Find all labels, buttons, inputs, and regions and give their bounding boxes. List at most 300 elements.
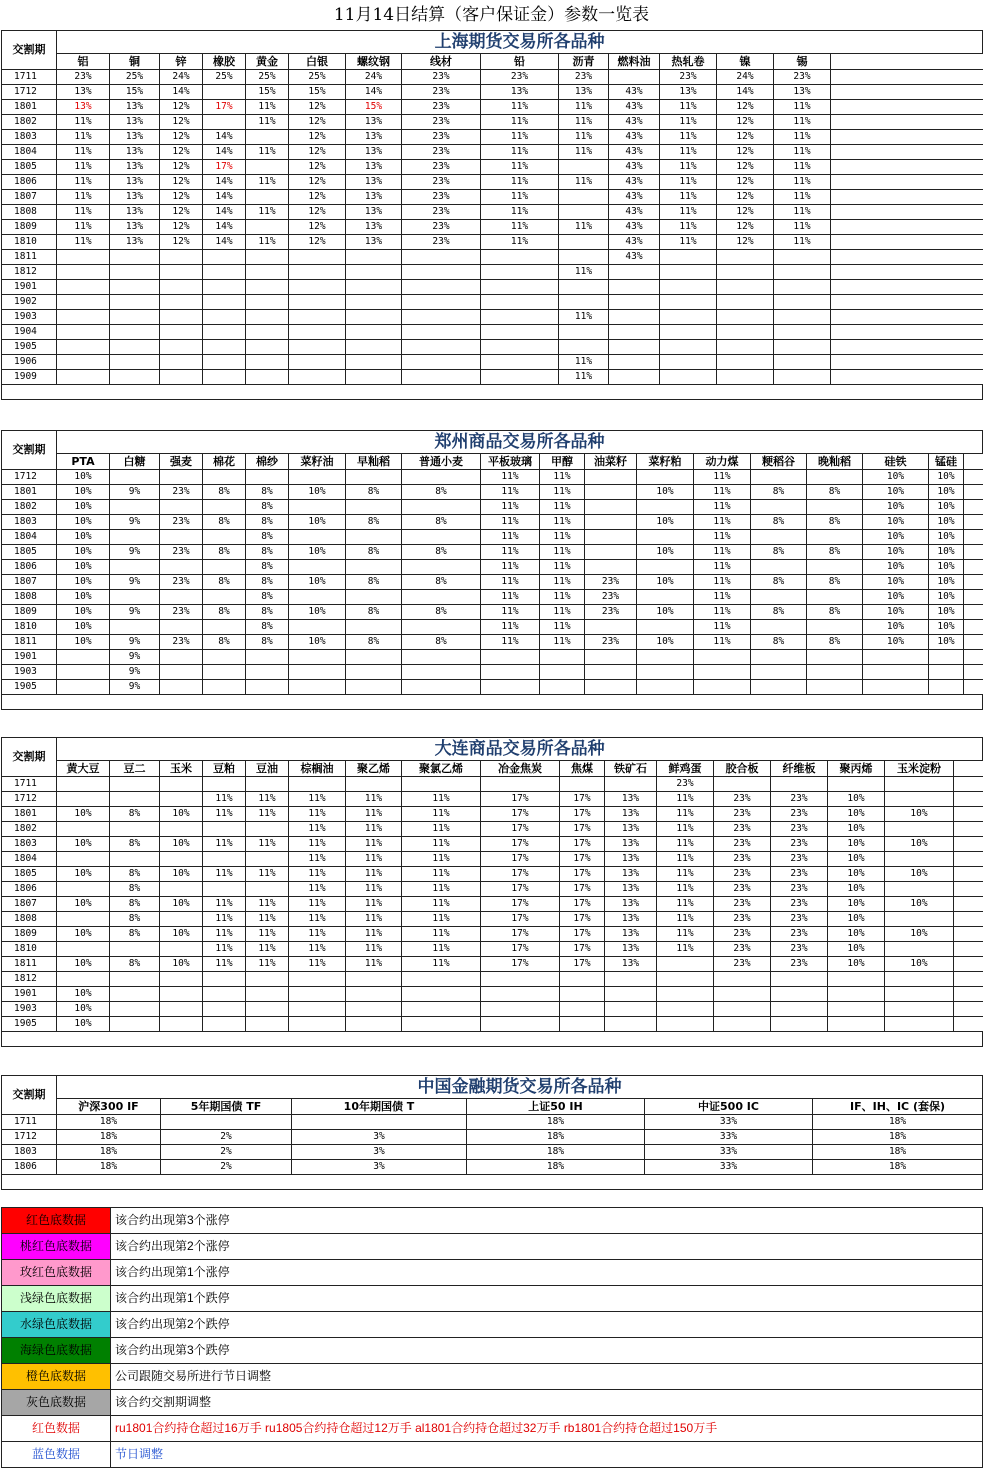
margin-rate-cell: 11% bbox=[540, 560, 585, 575]
margin-rate-cell: 11% bbox=[402, 792, 481, 807]
margin-rate-cell: 9% bbox=[110, 545, 160, 560]
row-spacer bbox=[964, 620, 983, 635]
margin-rate-cell bbox=[402, 777, 481, 792]
legend-swatch-label: 桃红色底数据 bbox=[2, 1234, 111, 1260]
margin-rate-cell: 23% bbox=[714, 837, 771, 852]
margin-rate-cell: 18% bbox=[467, 1145, 645, 1160]
margin-rate-cell bbox=[57, 912, 110, 927]
legend-description: 该合约出现第3个跌停 bbox=[111, 1338, 983, 1364]
margin-rate-cell: 17% bbox=[560, 792, 605, 807]
section-spacer-row bbox=[2, 695, 983, 710]
delivery-period: 1801 bbox=[2, 807, 57, 822]
margin-rate-cell: 12% bbox=[289, 175, 346, 190]
margin-rate-cell: 11% bbox=[559, 370, 609, 385]
margin-rate-cell: 11% bbox=[774, 160, 831, 175]
margin-rate-cell: 11% bbox=[203, 927, 246, 942]
margin-rate-cell bbox=[637, 470, 694, 485]
margin-rate-cell: 10% bbox=[160, 867, 203, 882]
margin-rate-cell: 13% bbox=[605, 942, 657, 957]
margin-rate-cell: 23% bbox=[402, 220, 481, 235]
margin-rate-cell: 12% bbox=[160, 205, 203, 220]
margin-rate-cell: 12% bbox=[160, 115, 203, 130]
margin-rate-cell: 13% bbox=[346, 160, 402, 175]
margin-rate-cell: 10% bbox=[57, 560, 110, 575]
table-row bbox=[2, 1145, 983, 1160]
table-row bbox=[2, 280, 983, 295]
margin-rate-cell: 17% bbox=[203, 160, 246, 175]
margin-rate-cell bbox=[110, 560, 160, 575]
margin-rate-cell bbox=[346, 265, 402, 280]
margin-rate-cell: 10% bbox=[160, 807, 203, 822]
margin-rate-cell bbox=[110, 852, 160, 867]
margin-rate-cell: 11% bbox=[657, 792, 714, 807]
margin-rate-cell bbox=[807, 620, 863, 635]
margin-rate-cell: 11% bbox=[657, 942, 714, 957]
margin-rate-cell: 11% bbox=[246, 205, 289, 220]
margin-rate-cell: 23% bbox=[160, 515, 203, 530]
margin-rate-cell: 11% bbox=[57, 175, 110, 190]
margin-rate-cell: 11% bbox=[540, 515, 585, 530]
margin-rate-cell: 25% bbox=[203, 70, 246, 85]
margin-rate-cell: 11% bbox=[660, 220, 717, 235]
margin-rate-cell: 10% bbox=[828, 927, 885, 942]
margin-rate-cell: 11% bbox=[289, 882, 346, 897]
margin-rate-cell bbox=[346, 665, 402, 680]
margin-rate-cell: 11% bbox=[289, 852, 346, 867]
margin-rate-cell: 10% bbox=[57, 485, 110, 500]
margin-rate-cell: 11% bbox=[694, 530, 751, 545]
margin-rate-cell bbox=[160, 882, 203, 897]
margin-rate-cell bbox=[605, 777, 657, 792]
margin-rate-cell: 10% bbox=[57, 620, 110, 635]
margin-rate-cell: 11% bbox=[540, 530, 585, 545]
margin-rate-cell bbox=[289, 987, 346, 1002]
margin-rate-cell: 13% bbox=[605, 807, 657, 822]
table-row bbox=[2, 370, 983, 385]
margin-rate-cell: 23% bbox=[402, 190, 481, 205]
margin-rate-cell: 11% bbox=[657, 822, 714, 837]
legend-swatch-label: 水绿色底数据 bbox=[2, 1312, 111, 1338]
margin-rate-cell bbox=[807, 665, 863, 680]
margin-rate-cell: 23% bbox=[771, 792, 828, 807]
table-row bbox=[2, 175, 983, 190]
margin-rate-cell: 11% bbox=[540, 620, 585, 635]
delivery-period: 1809 bbox=[2, 605, 57, 620]
delivery-period: 1802 bbox=[2, 822, 57, 837]
margin-rate-cell: 11% bbox=[660, 145, 717, 160]
margin-rate-cell bbox=[110, 340, 160, 355]
table-row bbox=[2, 560, 983, 575]
margin-rate-cell: 11% bbox=[481, 635, 540, 650]
margin-rate-cell: 11% bbox=[774, 145, 831, 160]
delivery-period: 1810 bbox=[2, 620, 57, 635]
margin-rate-cell: 17% bbox=[481, 807, 560, 822]
table-row bbox=[2, 115, 983, 130]
margin-rate-cell bbox=[559, 250, 609, 265]
margin-rate-cell bbox=[605, 972, 657, 987]
margin-rate-cell: 23% bbox=[771, 882, 828, 897]
margin-rate-cell bbox=[160, 370, 203, 385]
margin-rate-cell bbox=[346, 295, 402, 310]
margin-rate-cell: 10% bbox=[863, 575, 929, 590]
row-spacer bbox=[954, 912, 983, 927]
column-header-15: 晚籼稻 bbox=[807, 454, 863, 470]
margin-rate-cell: 11% bbox=[694, 515, 751, 530]
row-spacer bbox=[964, 515, 983, 530]
row-spacer bbox=[964, 470, 983, 485]
margin-rate-cell: 23% bbox=[585, 605, 637, 620]
margin-rate-cell bbox=[609, 325, 660, 340]
row-spacer bbox=[831, 325, 983, 340]
margin-rate-cell: 23% bbox=[160, 545, 203, 560]
margin-rate-cell bbox=[346, 1017, 402, 1032]
margin-rate-cell: 23% bbox=[160, 635, 203, 650]
table-row bbox=[2, 912, 983, 927]
column-header-4: 橡胶 bbox=[203, 54, 246, 70]
margin-rate-cell: 10% bbox=[828, 837, 885, 852]
margin-rate-cell bbox=[110, 530, 160, 545]
margin-rate-cell: 10% bbox=[57, 957, 110, 972]
margin-rate-cell: 12% bbox=[289, 205, 346, 220]
row-spacer bbox=[831, 370, 983, 385]
delivery-period: 1904 bbox=[2, 325, 57, 340]
margin-rate-cell: 10% bbox=[160, 927, 203, 942]
margin-rate-cell: 12% bbox=[289, 145, 346, 160]
margin-rate-cell: 12% bbox=[160, 235, 203, 250]
margin-rate-cell: 18% bbox=[813, 1130, 983, 1145]
margin-rate-cell: 11% bbox=[246, 115, 289, 130]
margin-rate-cell bbox=[160, 852, 203, 867]
margin-rate-cell: 10% bbox=[929, 605, 964, 620]
margin-rate-cell: 11% bbox=[289, 822, 346, 837]
margin-rate-cell bbox=[57, 680, 110, 695]
table-row bbox=[2, 605, 983, 620]
margin-rate-cell bbox=[774, 340, 831, 355]
margin-rate-cell: 8% bbox=[402, 545, 481, 560]
exchange-title: 大连商品交易所各品种 bbox=[57, 738, 983, 761]
margin-rate-cell: 13% bbox=[57, 85, 110, 100]
column-header-8: 聚氯乙烯 bbox=[402, 761, 481, 777]
column-header-14: 粳稻谷 bbox=[751, 454, 807, 470]
margin-rate-cell bbox=[203, 310, 246, 325]
margin-rate-cell bbox=[774, 370, 831, 385]
margin-rate-cell: 23% bbox=[160, 605, 203, 620]
margin-rate-cell: 43% bbox=[609, 130, 660, 145]
margin-rate-cell: 23% bbox=[714, 807, 771, 822]
margin-rate-cell: 8% bbox=[110, 807, 160, 822]
margin-rate-cell bbox=[289, 590, 346, 605]
margin-rate-cell bbox=[863, 680, 929, 695]
margin-rate-cell bbox=[57, 370, 110, 385]
table-row bbox=[2, 867, 983, 882]
margin-rate-cell: 23% bbox=[660, 70, 717, 85]
margin-rate-cell: 3% bbox=[292, 1160, 467, 1175]
margin-rate-cell: 23% bbox=[771, 957, 828, 972]
margin-rate-cell: 11% bbox=[481, 500, 540, 515]
legend-description: 该合约交割期调整 bbox=[111, 1390, 983, 1416]
delivery-period: 1905 bbox=[2, 340, 57, 355]
margin-rate-cell bbox=[559, 205, 609, 220]
column-header-10: 沥青 bbox=[559, 54, 609, 70]
margin-rate-cell bbox=[885, 822, 954, 837]
margin-rate-cell: 11% bbox=[289, 912, 346, 927]
column-header-14: 纤维板 bbox=[771, 761, 828, 777]
margin-rate-cell: 8% bbox=[346, 575, 402, 590]
margin-rate-cell bbox=[346, 650, 402, 665]
margin-rate-cell: 11% bbox=[203, 792, 246, 807]
margin-rate-cell bbox=[774, 310, 831, 325]
margin-rate-cell bbox=[481, 280, 559, 295]
column-header-3: 10年期国债 T bbox=[292, 1099, 467, 1115]
margin-rate-cell bbox=[481, 680, 540, 695]
margin-rate-cell bbox=[110, 325, 160, 340]
margin-rate-cell bbox=[110, 987, 160, 1002]
margin-rate-cell: 23% bbox=[774, 70, 831, 85]
margin-rate-cell: 13% bbox=[605, 837, 657, 852]
margin-rate-cell: 8% bbox=[246, 530, 289, 545]
column-header-9: 铅 bbox=[481, 54, 559, 70]
margin-rate-cell: 13% bbox=[605, 957, 657, 972]
margin-rate-cell: 10% bbox=[160, 837, 203, 852]
margin-rate-cell: 8% bbox=[203, 575, 246, 590]
margin-rate-cell bbox=[481, 1002, 560, 1017]
margin-rate-cell: 8% bbox=[246, 605, 289, 620]
margin-rate-cell bbox=[402, 295, 481, 310]
margin-rate-cell: 11% bbox=[774, 220, 831, 235]
margin-rate-cell bbox=[57, 295, 110, 310]
margin-rate-cell bbox=[585, 680, 637, 695]
margin-rate-cell bbox=[346, 777, 402, 792]
margin-rate-cell bbox=[246, 250, 289, 265]
margin-rate-cell: 11% bbox=[289, 837, 346, 852]
delivery-period: 1711 bbox=[2, 777, 57, 792]
margin-rate-cell: 23% bbox=[402, 205, 481, 220]
margin-rate-cell bbox=[346, 680, 402, 695]
table-row bbox=[2, 310, 983, 325]
margin-rate-cell: 23% bbox=[402, 115, 481, 130]
margin-rate-cell bbox=[717, 340, 774, 355]
legend-description: 公司跟随交易所进行节日调整 bbox=[111, 1364, 983, 1390]
margin-rate-cell: 14% bbox=[203, 130, 246, 145]
delivery-period: 1902 bbox=[2, 295, 57, 310]
margin-rate-cell: 23% bbox=[402, 130, 481, 145]
margin-rate-cell bbox=[585, 470, 637, 485]
delivery-period: 1901 bbox=[2, 280, 57, 295]
margin-rate-cell bbox=[559, 325, 609, 340]
exchange-title: 中国金融期货交易所各品种 bbox=[57, 1076, 983, 1099]
margin-rate-cell bbox=[246, 1002, 289, 1017]
margin-rate-cell bbox=[828, 972, 885, 987]
margin-rate-cell bbox=[246, 822, 289, 837]
margin-rate-cell: 11% bbox=[289, 867, 346, 882]
margin-rate-cell: 10% bbox=[637, 545, 694, 560]
row-spacer bbox=[964, 680, 983, 695]
margin-rate-cell bbox=[481, 355, 559, 370]
margin-rate-cell bbox=[660, 295, 717, 310]
delivery-period: 1807 bbox=[2, 190, 57, 205]
margin-rate-cell bbox=[289, 470, 346, 485]
margin-rate-cell: 13% bbox=[346, 145, 402, 160]
row-spacer bbox=[954, 1002, 983, 1017]
margin-rate-cell bbox=[657, 957, 714, 972]
margin-rate-cell: 11% bbox=[57, 220, 110, 235]
margin-rate-cell bbox=[246, 1017, 289, 1032]
margin-rate-cell: 9% bbox=[110, 680, 160, 695]
margin-rate-cell: 10% bbox=[57, 1002, 110, 1017]
margin-rate-cell: 23% bbox=[771, 897, 828, 912]
margin-rate-cell bbox=[203, 882, 246, 897]
margin-rate-cell: 11% bbox=[246, 897, 289, 912]
margin-rate-cell: 8% bbox=[246, 560, 289, 575]
margin-rate-cell bbox=[660, 370, 717, 385]
legend-description: 该合约出现第1个跌停 bbox=[111, 1286, 983, 1312]
margin-rate-cell: 11% bbox=[774, 130, 831, 145]
margin-rate-cell: 14% bbox=[203, 235, 246, 250]
margin-rate-cell bbox=[560, 1002, 605, 1017]
table-row bbox=[2, 160, 983, 175]
margin-rate-cell: 8% bbox=[110, 897, 160, 912]
margin-rate-cell: 11% bbox=[481, 115, 559, 130]
margin-rate-cell bbox=[585, 485, 637, 500]
column-header-2: 铜 bbox=[110, 54, 160, 70]
margin-rate-cell bbox=[402, 590, 481, 605]
table-row bbox=[2, 530, 983, 545]
margin-rate-cell: 12% bbox=[160, 220, 203, 235]
margin-rate-cell: 11% bbox=[246, 927, 289, 942]
margin-rate-cell bbox=[246, 972, 289, 987]
margin-rate-cell bbox=[481, 265, 559, 280]
column-spacer bbox=[964, 454, 983, 470]
margin-rate-cell: 11% bbox=[481, 145, 559, 160]
margin-rate-cell: 23% bbox=[771, 837, 828, 852]
margin-rate-cell: 10% bbox=[57, 605, 110, 620]
margin-rate-cell: 11% bbox=[540, 590, 585, 605]
margin-rate-cell bbox=[289, 665, 346, 680]
margin-rate-cell bbox=[160, 355, 203, 370]
margin-rate-cell bbox=[660, 250, 717, 265]
margin-rate-cell: 11% bbox=[402, 867, 481, 882]
margin-rate-cell: 13% bbox=[605, 852, 657, 867]
margin-rate-cell bbox=[160, 470, 203, 485]
margin-rate-cell: 11% bbox=[346, 882, 402, 897]
row-spacer bbox=[954, 942, 983, 957]
row-spacer bbox=[954, 897, 983, 912]
margin-rate-cell bbox=[57, 882, 110, 897]
margin-rate-cell bbox=[246, 680, 289, 695]
margin-rate-cell bbox=[609, 280, 660, 295]
delivery-period: 1803 bbox=[2, 1145, 57, 1160]
margin-rate-cell bbox=[660, 340, 717, 355]
margin-rate-cell: 11% bbox=[346, 912, 402, 927]
margin-rate-cell bbox=[657, 987, 714, 1002]
margin-rate-cell: 11% bbox=[289, 807, 346, 822]
margin-rate-cell bbox=[402, 265, 481, 280]
delivery-period: 1806 bbox=[2, 1160, 57, 1175]
margin-rate-cell: 8% bbox=[110, 837, 160, 852]
margin-rate-cell: 10% bbox=[57, 500, 110, 515]
margin-rate-cell bbox=[402, 325, 481, 340]
margin-rate-cell: 17% bbox=[560, 807, 605, 822]
margin-rate-cell: 11% bbox=[660, 130, 717, 145]
table-row bbox=[2, 70, 983, 85]
margin-rate-cell: 24% bbox=[717, 70, 774, 85]
margin-rate-cell bbox=[346, 325, 402, 340]
table-row bbox=[2, 1160, 983, 1175]
margin-rate-cell bbox=[807, 500, 863, 515]
margin-rate-cell: 2% bbox=[161, 1130, 292, 1145]
table-row bbox=[2, 590, 983, 605]
margin-rate-cell bbox=[160, 250, 203, 265]
delivery-period: 1810 bbox=[2, 942, 57, 957]
delivery-period: 1802 bbox=[2, 115, 57, 130]
margin-rate-cell bbox=[885, 777, 954, 792]
margin-rate-cell bbox=[110, 295, 160, 310]
delivery-period: 1803 bbox=[2, 837, 57, 852]
margin-rate-cell bbox=[203, 265, 246, 280]
margin-rate-cell: 10% bbox=[863, 635, 929, 650]
margin-rate-cell: 11% bbox=[246, 792, 289, 807]
margin-rate-cell: 10% bbox=[637, 635, 694, 650]
margin-rate-cell: 10% bbox=[828, 867, 885, 882]
margin-rate-cell: 8% bbox=[110, 867, 160, 882]
margin-rate-cell: 11% bbox=[481, 160, 559, 175]
table-row bbox=[2, 1130, 983, 1145]
margin-rate-cell bbox=[774, 355, 831, 370]
margin-rate-cell: 14% bbox=[717, 85, 774, 100]
margin-rate-cell: 8% bbox=[246, 485, 289, 500]
margin-rate-cell: 11% bbox=[246, 942, 289, 957]
margin-rate-cell: 23% bbox=[402, 100, 481, 115]
margin-rate-cell: 12% bbox=[289, 160, 346, 175]
margin-rate-cell: 11% bbox=[559, 100, 609, 115]
margin-rate-cell: 11% bbox=[203, 957, 246, 972]
margin-rate-cell: 17% bbox=[481, 837, 560, 852]
margin-rate-cell bbox=[637, 620, 694, 635]
margin-rate-cell bbox=[751, 590, 807, 605]
margin-rate-cell: 18% bbox=[467, 1130, 645, 1145]
margin-rate-cell: 18% bbox=[467, 1115, 645, 1130]
column-header-11: 油菜籽 bbox=[585, 454, 637, 470]
margin-rate-cell: 11% bbox=[57, 205, 110, 220]
margin-rate-cell bbox=[609, 355, 660, 370]
legend-swatch-label: 红色底数据 bbox=[2, 1208, 111, 1234]
table-row bbox=[2, 897, 983, 912]
margin-rate-cell bbox=[160, 650, 203, 665]
margin-rate-cell bbox=[160, 792, 203, 807]
margin-rate-cell: 11% bbox=[660, 235, 717, 250]
margin-rate-cell bbox=[605, 1017, 657, 1032]
margin-rate-cell: 11% bbox=[559, 175, 609, 190]
margin-rate-cell: 2% bbox=[161, 1160, 292, 1175]
margin-rate-cell: 8% bbox=[110, 957, 160, 972]
margin-rate-cell bbox=[402, 250, 481, 265]
legend-description: 该合约出现第2个跌停 bbox=[111, 1312, 983, 1338]
margin-rate-cell: 11% bbox=[346, 807, 402, 822]
margin-rate-cell bbox=[203, 665, 246, 680]
margin-rate-cell: 11% bbox=[540, 575, 585, 590]
margin-rate-cell: 23% bbox=[714, 867, 771, 882]
margin-rate-cell bbox=[346, 500, 402, 515]
margin-rate-cell bbox=[289, 325, 346, 340]
margin-rate-cell: 11% bbox=[289, 942, 346, 957]
row-spacer bbox=[954, 927, 983, 942]
table-row bbox=[2, 575, 983, 590]
margin-rate-cell: 12% bbox=[717, 100, 774, 115]
margin-rate-cell: 10% bbox=[57, 897, 110, 912]
margin-rate-cell bbox=[203, 560, 246, 575]
margin-rate-cell bbox=[660, 325, 717, 340]
margin-rate-cell: 11% bbox=[57, 160, 110, 175]
